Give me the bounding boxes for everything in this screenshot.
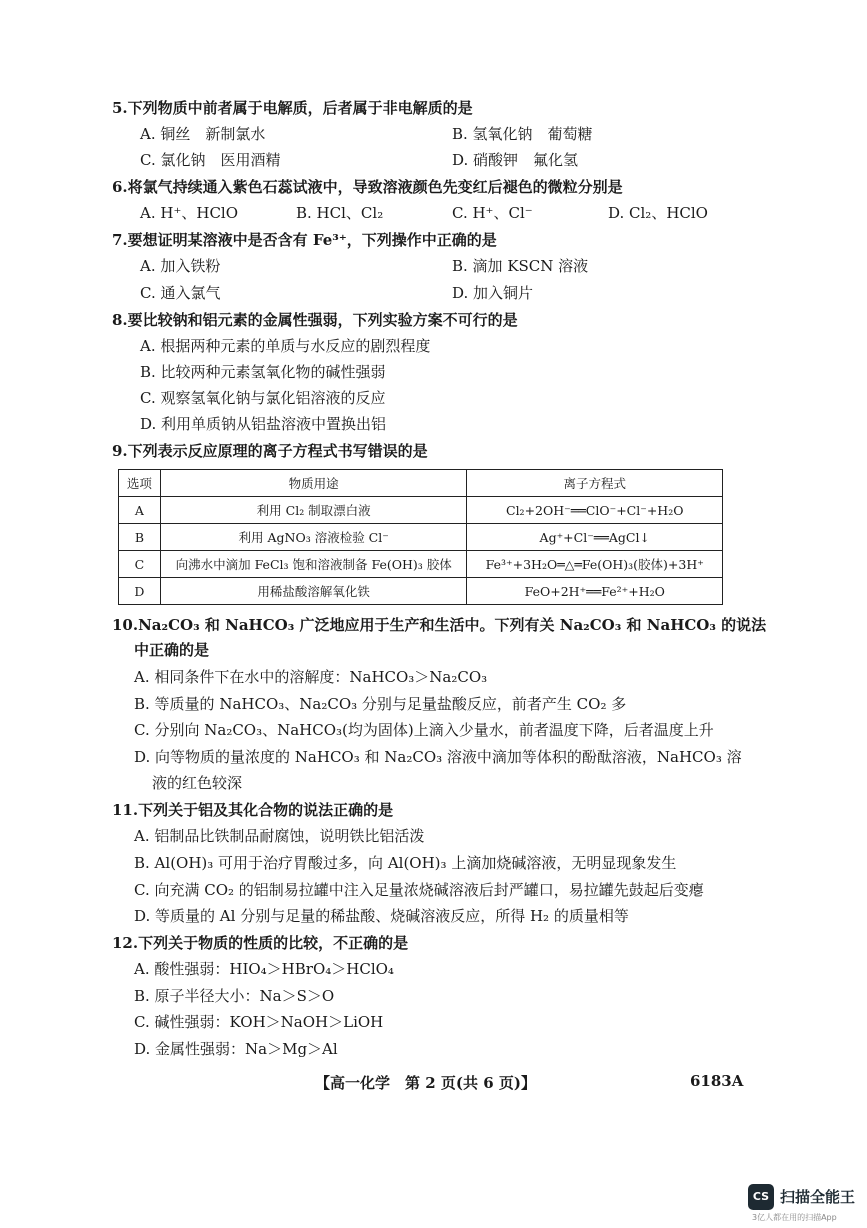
scanner-app-name: 扫描全能王 xyxy=(780,1188,856,1206)
q12-option-a: A. 酸性强弱：HIO₄＞HBrO₄＞HClO₄ xyxy=(134,960,394,978)
q8-option-d: D. 利用单质钠从铝盐溶液中置换出铝 xyxy=(140,415,387,433)
q11-stem: 11.下列关于铝及其化合物的说法正确的是 xyxy=(112,801,394,819)
q10-stem-line1: 10.Na₂CO₃ 和 NaHCO₃ 广泛地应用于生产和生活中。下列有关 Na₂CO₃ 和 NaHCO₃ 的说法 xyxy=(112,616,767,634)
q7-option-b: B. 滴加 KSCN 溶液 xyxy=(452,257,589,275)
scanner-logo-icon: CS xyxy=(748,1184,774,1210)
q12-option-d: D. 金属性强弱：Na＞Mg＞Al xyxy=(134,1040,338,1058)
table-row xyxy=(119,497,723,524)
q9-header-option: 选项 xyxy=(119,470,161,497)
q8-option-b: B. 比较两种元素氢氧化物的碱性强弱 xyxy=(140,363,386,381)
scanner-watermark xyxy=(748,1180,866,1226)
q10-option-d-line2: 液的红色较深 xyxy=(152,774,243,792)
q8-option-a: A. 根据两种元素的单质与水反应的剧烈程度 xyxy=(140,337,431,355)
q10-stem-line2: 中正确的是 xyxy=(134,641,210,659)
q6-option-d: D. Cl₂、HClO xyxy=(608,204,708,222)
q5-stem: 5.下列物质中前者属于电解质，后者属于非电解质的是 xyxy=(112,99,473,117)
q10-option-a: A. 相同条件下在水中的溶解度：NaHCO₃＞Na₂CO₃ xyxy=(134,668,488,686)
q10-option-d-line1: D. 向等物质的量浓度的 NaHCO₃ 和 Na₂CO₃ 溶液中滴加等体积的酚酞溶液，NaHCO₃ 溶 xyxy=(134,748,742,766)
q9-row-d-equation: FeO+2H⁺══Fe²⁺+H₂O xyxy=(467,578,723,605)
q5-option-a: A. 铜丝 新制氯水 xyxy=(140,125,266,143)
scanner-tagline: 3亿人都在用的扫描App xyxy=(752,1213,837,1222)
table-row xyxy=(119,578,723,605)
q9-table-header xyxy=(119,470,723,497)
page-footer: 【高一化学 第 2 页(共 6 页)】 xyxy=(315,1074,536,1092)
q6-option-c: C. H⁺、Cl⁻ xyxy=(452,204,533,222)
q9-table xyxy=(118,469,723,605)
q10-option-c: C. 分别向 Na₂CO₃、NaHCO₃(均为固体)上滴入少量水，前者温度下降，后者温度上升 xyxy=(134,721,714,739)
q11-option-d: D. 等质量的 Al 分别与足量的稀盐酸、烧碱溶液反应，所得 H₂ 的质量相等 xyxy=(134,907,629,925)
q11-option-b: B. Al(OH)₃ 可用于治疗胃酸过多，向 Al(OH)₃ 上滴加烧碱溶液，无明显现象发生 xyxy=(134,854,677,872)
q5-option-d: D. 硝酸钾 氟化氢 xyxy=(452,151,579,169)
q9-row-c-option: C xyxy=(119,551,161,578)
q9-row-d-use: 用稀盐酸溶解氧化铁 xyxy=(160,578,467,605)
q11-option-a: A. 铝制品比铁制品耐腐蚀，说明铁比铝活泼 xyxy=(134,827,425,845)
q5-option-c: C. 氯化钠 医用酒精 xyxy=(140,151,281,169)
table-row xyxy=(119,551,723,578)
q9-header-use: 物质用途 xyxy=(160,470,467,497)
q5-option-b: B. 氢氧化钠 葡萄糖 xyxy=(452,125,593,143)
q9-stem: 9.下列表示反应原理的离子方程式书写错误的是 xyxy=(112,442,428,460)
q11-option-c: C. 向充满 CO₂ 的铝制易拉罐中注入足量浓烧碱溶液后封严罐口，易拉罐先鼓起后变瘪 xyxy=(134,881,704,899)
q9-row-b-equation: Ag⁺+Cl⁻══AgCl↓ xyxy=(467,524,723,551)
paper-code: 6183A xyxy=(690,1072,744,1090)
q7-stem: 7.要想证明某溶液中是否含有 Fe³⁺，下列操作中正确的是 xyxy=(112,231,497,249)
table-row xyxy=(119,524,723,551)
q12-option-b: B. 原子半径大小：Na＞S＞O xyxy=(134,987,335,1005)
q7-option-c: C. 通入氯气 xyxy=(140,284,221,302)
q9-row-c-use: 向沸水中滴加 FeCl₃ 饱和溶液制备 Fe(OH)₃ 胶体 xyxy=(160,551,467,578)
q9-row-b-option: B xyxy=(119,524,161,551)
q9-row-b-use: 利用 AgNO₃ 溶液检验 Cl⁻ xyxy=(160,524,467,551)
q7-option-a: A. 加入铁粉 xyxy=(140,257,221,275)
q10-option-b: B. 等质量的 NaHCO₃、Na₂CO₃ 分别与足量盐酸反应，前者产生 CO₂ 多 xyxy=(134,695,627,713)
q6-stem: 6.将氯气持续通入紫色石蕊试液中，导致溶液颜色先变红后褪色的微粒分别是 xyxy=(112,178,623,196)
q8-stem: 8.要比较钠和铝元素的金属性强弱，下列实验方案不可行的是 xyxy=(112,311,518,329)
q7-option-d: D. 加入铜片 xyxy=(452,284,534,302)
q12-option-c: C. 碱性强弱：KOH＞NaOH＞LiOH xyxy=(134,1013,384,1031)
q9-row-c-equation: Fe³⁺+3H₂O═△═Fe(OH)₃(胶体)+3H⁺ xyxy=(467,551,723,578)
q8-option-c: C. 观察氢氧化钠与氯化铝溶液的反应 xyxy=(140,389,386,407)
q9-row-a-equation: Cl₂+2OH⁻══ClO⁻+Cl⁻+H₂O xyxy=(467,497,723,524)
q9-row-a-use: 利用 Cl₂ 制取漂白液 xyxy=(160,497,467,524)
q9-row-d-option: D xyxy=(119,578,161,605)
q6-option-b: B. HCl、Cl₂ xyxy=(296,204,384,222)
q9-row-a-option: A xyxy=(119,497,161,524)
q6-option-a: A. H⁺、HClO xyxy=(140,204,239,222)
q12-stem: 12.下列关于物质的性质的比较，不正确的是 xyxy=(112,934,409,952)
q9-header-equation: 离子方程式 xyxy=(467,470,723,497)
